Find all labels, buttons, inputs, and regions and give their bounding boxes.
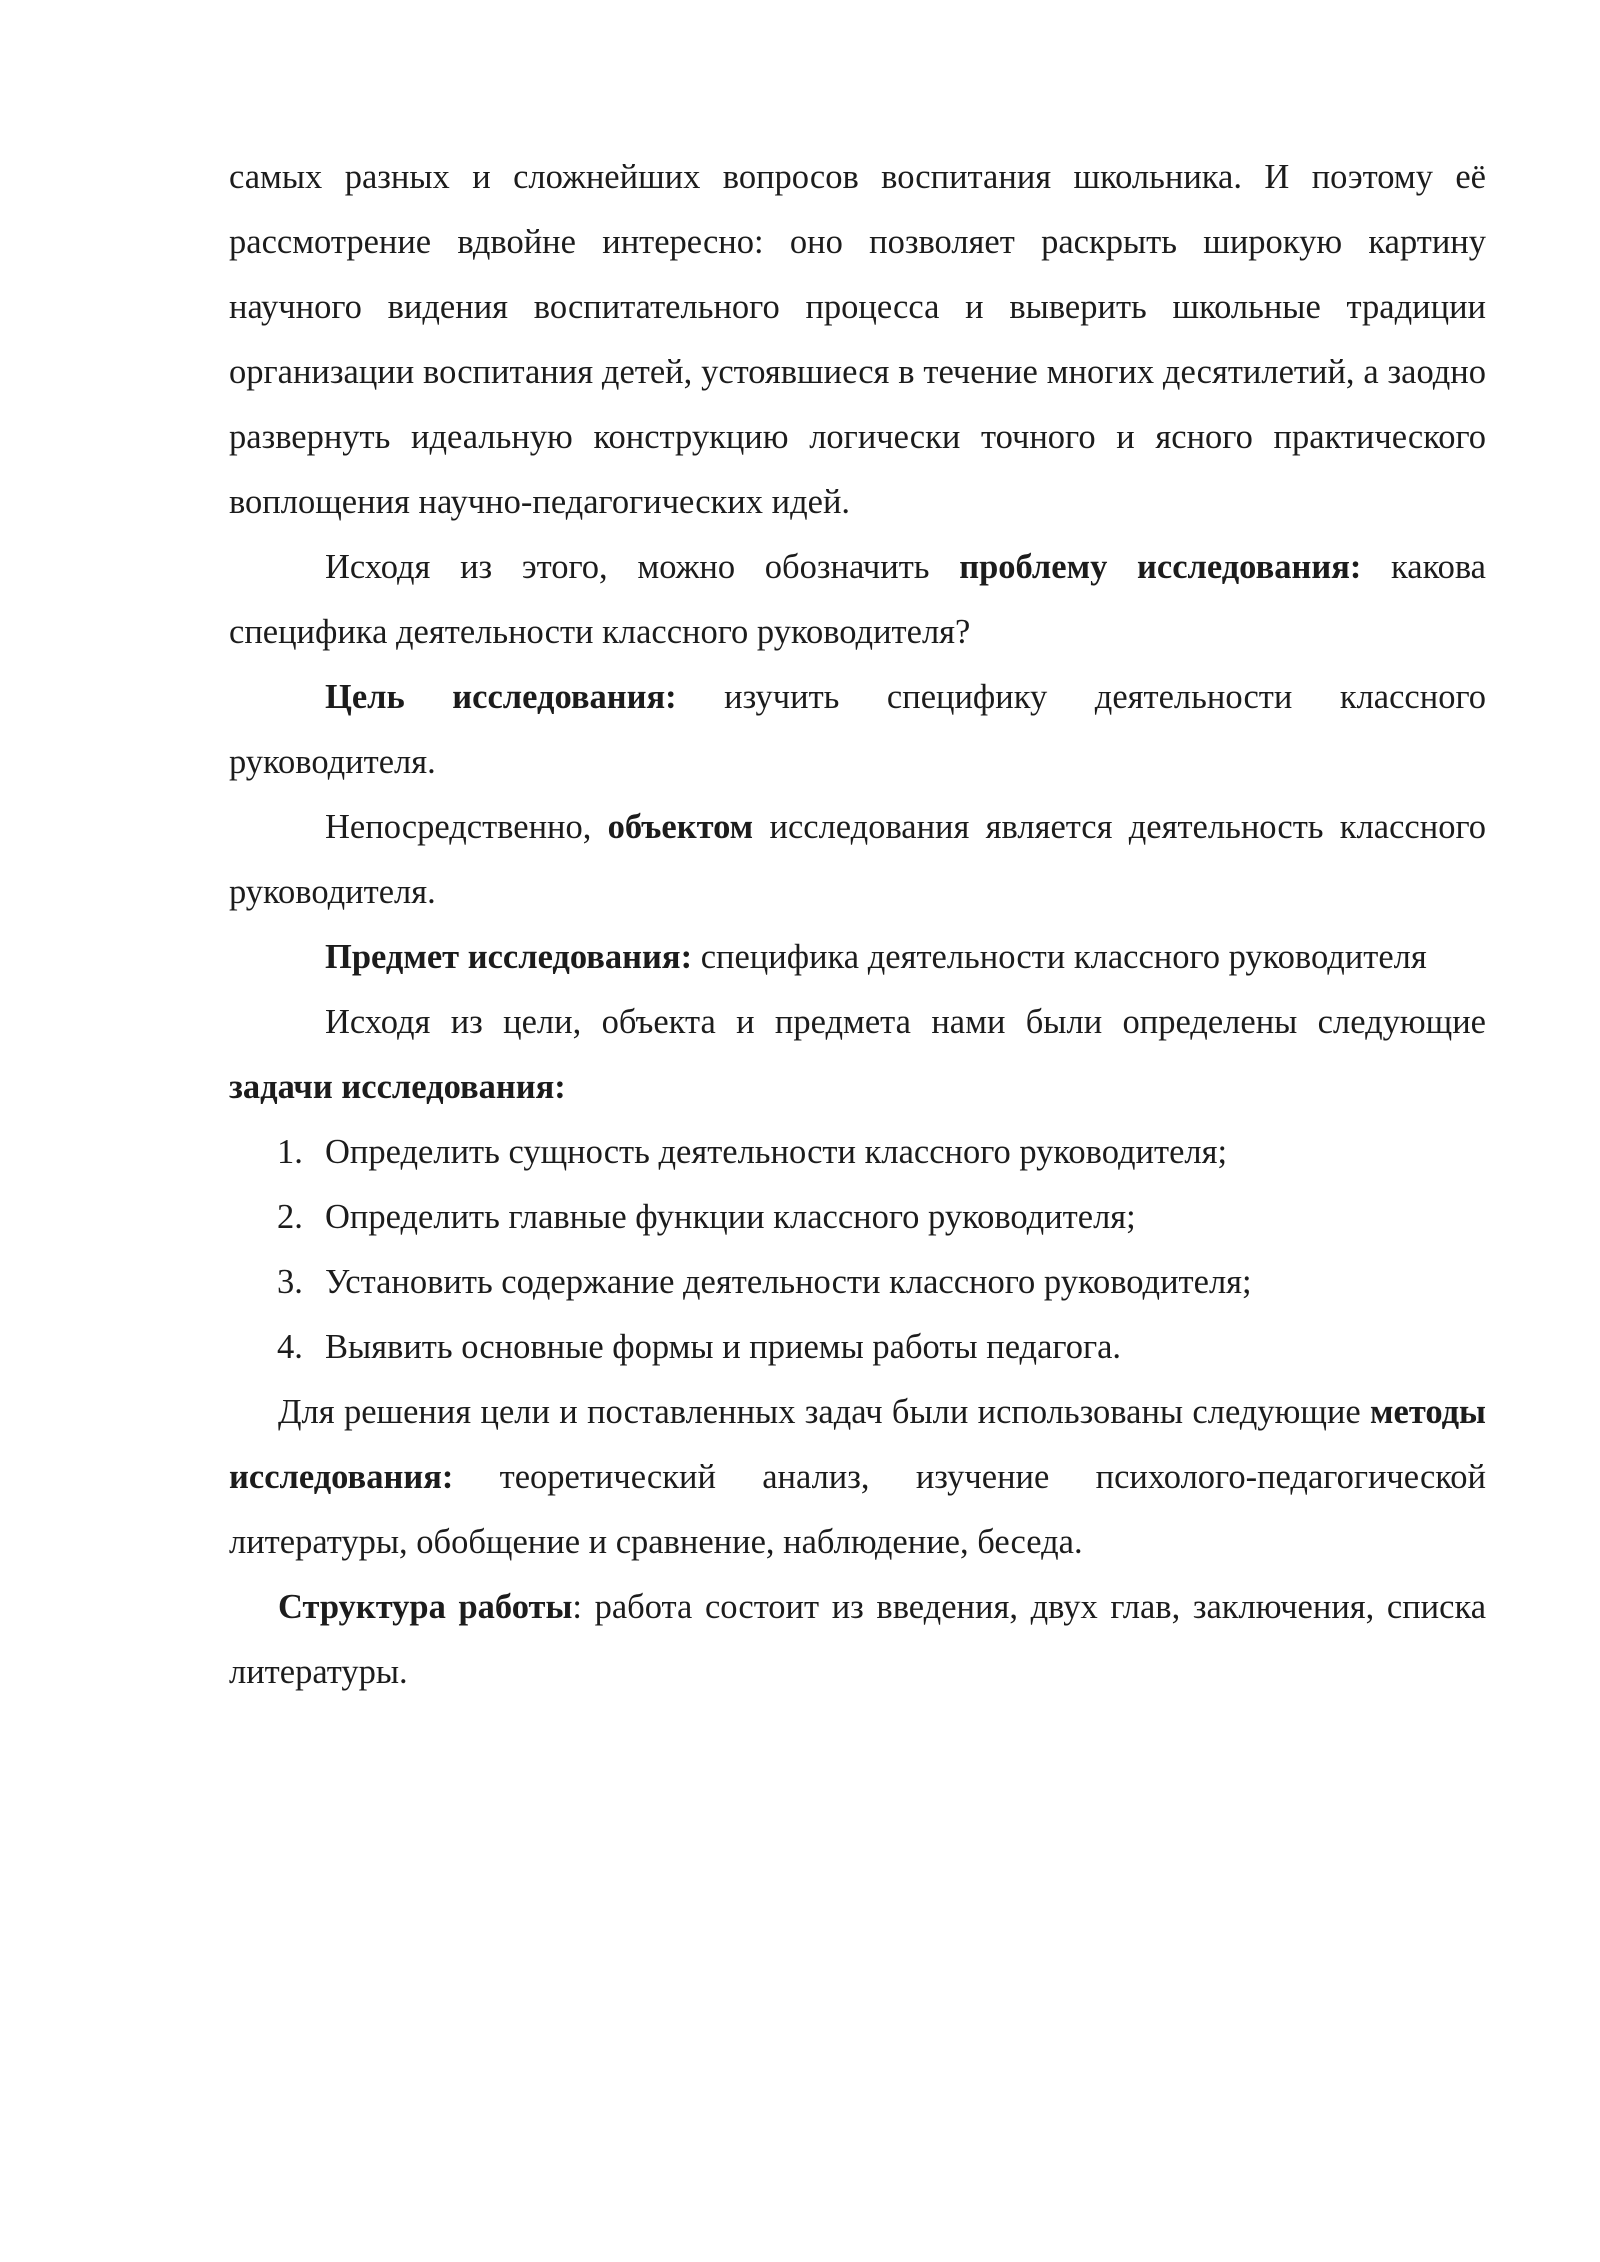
- problem-text: какова специфика деятельности классного руководителя?: [229, 548, 1486, 651]
- methods-paragraph: [229, 1380, 1486, 1575]
- list-item-text: Установить содержание деятельности классного руководителя;: [325, 1263, 1252, 1301]
- goal-paragraph: [229, 665, 1486, 795]
- methods-label: методы исследования:: [229, 1393, 1486, 1496]
- list-item-text: Выявить основные формы и приемы работы педагога.: [325, 1328, 1122, 1366]
- tasks-intro-paragraph: [229, 990, 1486, 1120]
- object-text: исследования является деятельность классного руководителя.: [229, 808, 1486, 911]
- list-item-number: 3.: [277, 1263, 303, 1301]
- structure-paragraph: [229, 1575, 1486, 1705]
- list-item-number: 4.: [277, 1328, 303, 1366]
- list-item: [229, 1315, 1486, 1380]
- list-item: [229, 1250, 1486, 1315]
- object-label: объектом: [607, 808, 754, 846]
- object-lead: Непосредственно,: [325, 808, 608, 846]
- tasks-intro-lead: Исходя из цели, объекта и предмета нами были определены следующие: [325, 1003, 1486, 1041]
- structure-label: Структура работы: [278, 1588, 573, 1626]
- intro-paragraph: самых разных и сложнейших вопросов воспитания школьника. И поэтому её рассмотрение вдвойне интересно: оно позволяет раскрыть широкую картину научного видения воспитательного процесса и выверить школьные традиции организации воспитания детей, устоявшиеся в течение многих десятилетий, а заодно развернуть идеальную конструкцию логически точного и ясного практического воплощения научно-педагогических идей.: [229, 158, 1486, 521]
- list-item-text: Определить сущность деятельности классного руководителя;: [325, 1133, 1228, 1171]
- document-body: [229, 145, 1486, 1705]
- list-item: [229, 1120, 1486, 1185]
- list-item-text: Определить главные функции классного руководителя;: [325, 1198, 1136, 1236]
- problem-label: проблему исследования:: [959, 548, 1362, 586]
- tasks-label: задачи исследования:: [229, 1068, 566, 1106]
- list-item: [229, 1185, 1486, 1250]
- list-item-number: 2.: [277, 1198, 303, 1236]
- structure-text: : работа состоит из введения, двух глав, заключения, списка литературы.: [229, 1588, 1487, 1691]
- subject-label: Предмет исследования:: [325, 938, 693, 976]
- list-item-number: 1.: [277, 1133, 303, 1171]
- goal-text: изучить специфику деятельности классного руководителя.: [229, 678, 1486, 781]
- goal-label: Цель исследования:: [325, 678, 677, 716]
- problem-lead: Исходя из этого, можно обозначить: [325, 548, 960, 586]
- tasks-list: [229, 1120, 1486, 1380]
- methods-lead: Для решения цели и поставленных задач были использованы следующие: [278, 1393, 1371, 1431]
- object-paragraph: [229, 795, 1486, 925]
- subject-text: специфика деятельности классного руководителя: [692, 938, 1427, 976]
- problem-paragraph: [229, 535, 1486, 665]
- subject-paragraph: [229, 925, 1486, 990]
- methods-text: теоретический анализ, изучение психолого-педагогической литературы, обобщение и сравнение, наблюдение, беседа.: [229, 1458, 1486, 1561]
